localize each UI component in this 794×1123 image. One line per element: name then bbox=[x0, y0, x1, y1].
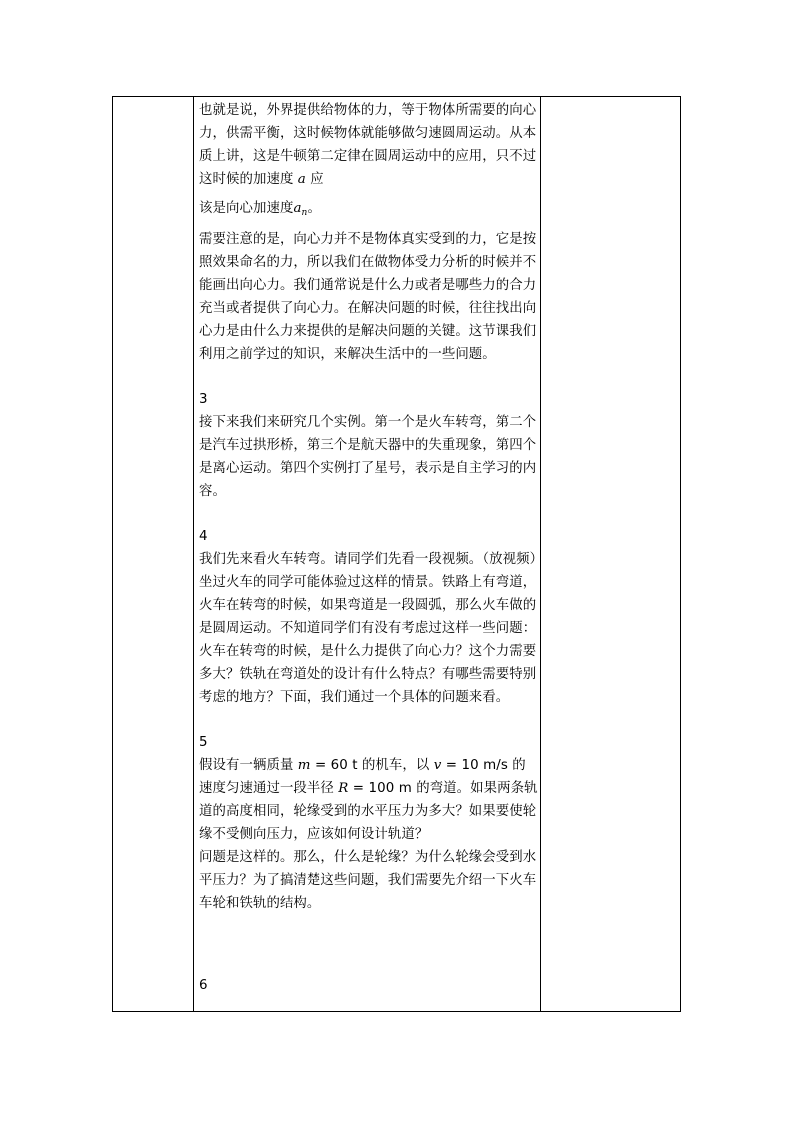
paragraph: 也就是说，外界提供给物体的力，等于物体所需要的向心力，供需平衡，这时候物体就能够做匀速圆周运动。从本质上讲，这是牛顿第二定律在圆周运动中的应用，只不过这时候的加速度 a 应 bbox=[199, 103, 537, 187]
paragraph: 需要注意的是，向心力并不是物体真实受到的力，它是按照效果命名的力，所以我们在做物体受力分析的时候并不能画出向心力。我们通常说是什么力或者是哪些力的合力充当或者提供了向心力。在解决问题的时候，往往找出向心力是由什么力来提供的是解决问题的关键。这节课我们利用之前学过的知识，来解决生活中的一些问题。 bbox=[199, 232, 537, 362]
paragraph: 接下来我们来研究几个实例。第一个是火车转弯，第二个是汽车过拱形桥，第三个是航天器中的失重现象，第四个是离心运动。第四个实例打了星号，表示是自主学习的内容。 bbox=[199, 415, 537, 499]
paragraph: 我们先来看火车转弯。请同学们先看一段视频。（放视频）坐过火车的同学可能体验过这样的情景。铁路上有弯道，火车在转弯的时候，如果弯道是一段圆弧，那么火车做的是圆周运动。不知道同学们有没有考虑过这样一些问题：火车在转弯的时候，是什么力提供了向心力？这个力需要多大？铁轨在弯道处的设计有什么特点？有哪些需要特别考虑的地方？下面，我们通过一个具体的问题来看。 bbox=[199, 552, 537, 705]
paragraph: 该是向心加速度$a_n$。 bbox=[199, 201, 321, 218]
paragraph: 假设有一辆质量 m = 60 t 的机车，以 v = 10 m/s 的速度匀速通过一段半径 R = 100 m 的弯道。如果两条轨道的高度相同，轮缘受到的水平压力为多大？如果要使轮缘不受侧向压力，应该如何设计轨道？ bbox=[199, 758, 538, 842]
section-number: 5 bbox=[199, 735, 208, 750]
section-number: 3 bbox=[199, 392, 208, 407]
column-divider-left bbox=[193, 97, 194, 1011]
column-divider-right bbox=[540, 97, 541, 1011]
paragraph: 问题是这样的。那么，什么是轮缘？为什么轮缘会受到水平压力？为了搞清楚这些问题，我们需要先介绍一下火车车轮和铁轨的结构。 bbox=[199, 850, 537, 911]
lesson-table bbox=[112, 96, 681, 1012]
section-number: 6 bbox=[199, 978, 208, 993]
lesson-content-cell bbox=[199, 99, 539, 997]
section-number: 4 bbox=[199, 529, 208, 544]
